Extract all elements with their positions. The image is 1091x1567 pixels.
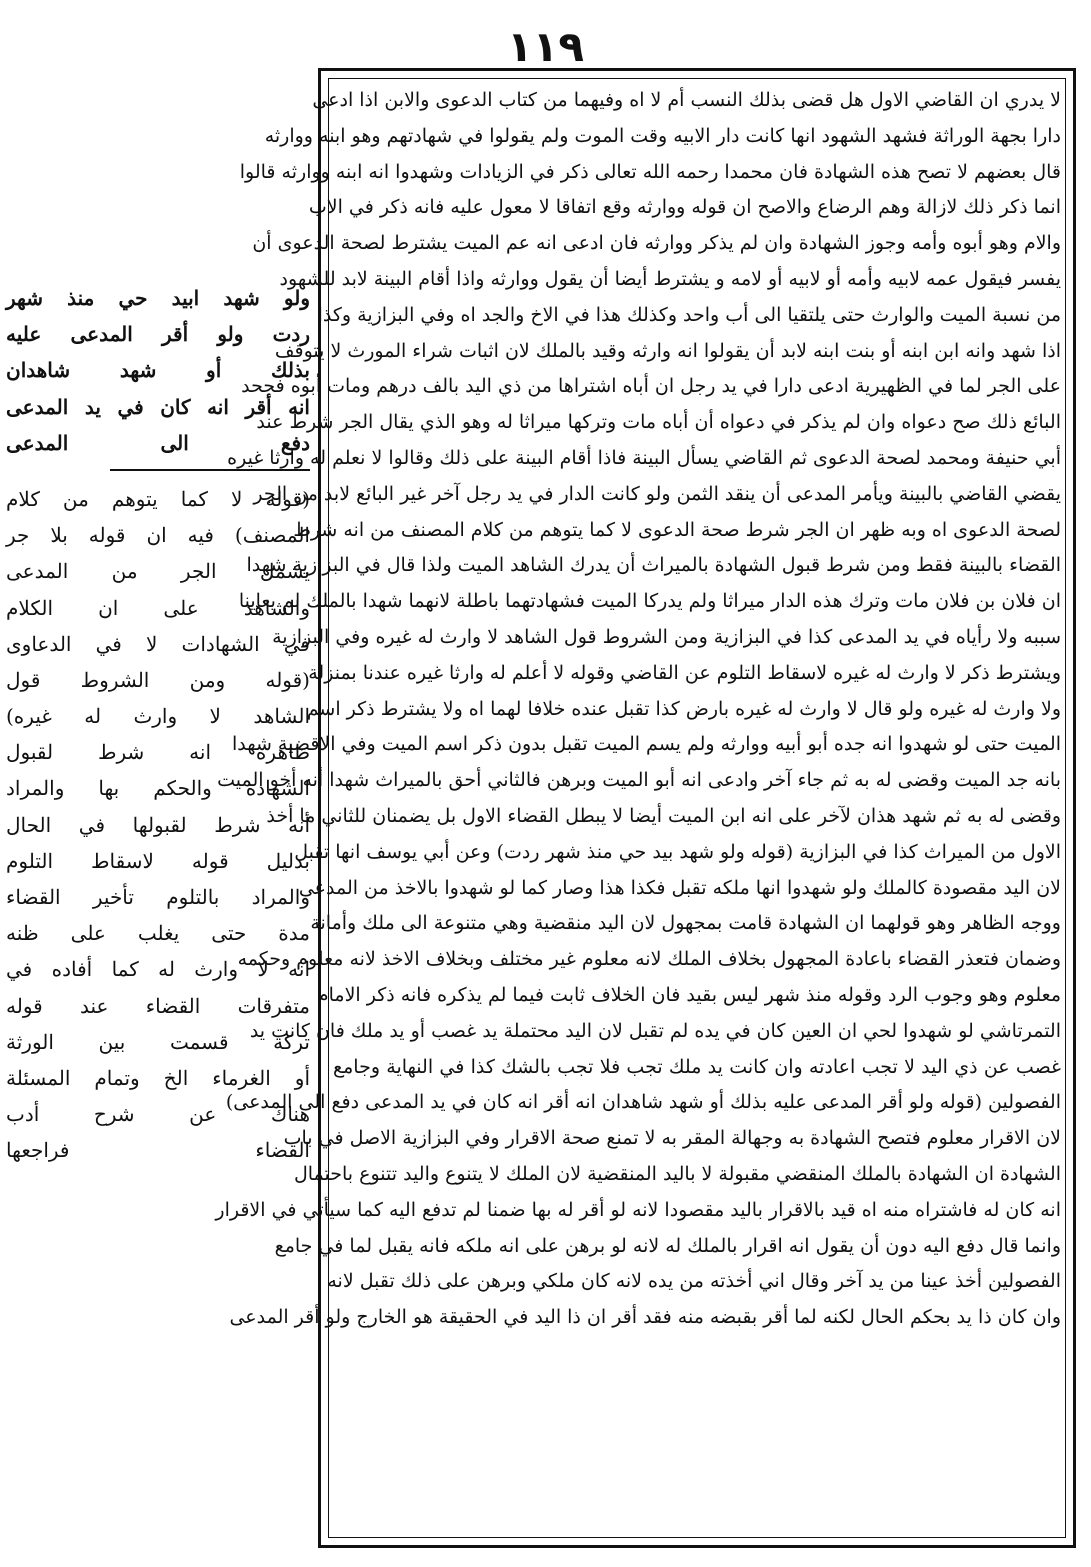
main-text-line: الميت حتى لو شهدوا انه جده أبو أبيه ووارثه ولم يسم الميت تقبل بدون ذكر اسم الميت وفي الاقضية شهدا <box>231 733 1061 756</box>
margin-matn-line: بذلك أو شهد شاهدان <box>6 358 310 383</box>
page-number: ١١٩ <box>507 22 584 71</box>
main-text-line: ان فلان بن فلان مات وترك هذه الدار ميراثا ولم يدركا الميت فشهادتهما باطلة لانهما شهدا بالملك لم يعاينا <box>238 590 1061 613</box>
main-text-line: القضاء بالبينة فقط ومن شرط قبول الشهادة بالميراث أن يدرك الشاهد الميت ولذا قال في البزازية شهدا <box>246 554 1061 577</box>
main-text-line: الاول من الميراث كذا في البزازية (قوله ولو شهد بيد حي منذ شهر ردت) وعن أبي يوسف انها تقبل <box>294 840 1061 863</box>
main-text-line: من نسبة الميت والوارث حتى يلتقيا الى أب واحد وكذلك هذا في الاخ والجد اه وفي البزازية وكذا <box>317 303 1061 326</box>
margin-note-line: هناك عن شرح أدب <box>6 1102 310 1127</box>
margin-note-line: تركة قسمت بين الورثة <box>6 1029 310 1054</box>
main-text-line: لصحة الدعوى اه وبه ظهر ان الجر شرط صحة الدعوى لا كما يتوهم من كلام المصنف من انه شرط <box>293 518 1061 541</box>
margin-matn-line: انه أقر انه كان في يد المدعى <box>6 394 310 419</box>
margin-matn-text <box>6 280 310 461</box>
main-text-line: يقضي القاضي بالبينة ويأمر المدعى أن ينقد الثمن ولو كانت الدار في يد رجل آخر غير البائع لابد من الجر <box>253 482 1061 505</box>
margin-matn-line: دفع الى المدعى <box>6 430 310 455</box>
margin-note-line: المصنف) فيه ان قوله بلا جر <box>6 523 310 548</box>
main-text-line: البائع ذلك صح دعواه وان لم يذكر في دعواه أن أباه مات وتركها ميراثا له وهو الذي يقال الجر شرط عند <box>256 411 1061 434</box>
margin-note-line: (قوله لا كما يتوهم من كلام <box>6 486 310 511</box>
main-text-line: ويشترط ذكر لا وارث له غيره لاسقاط التلوم عن القاضي وقوله لا أعلم له وارثا غيره عندنا بمنزلة <box>308 661 1061 684</box>
margin-note-line: أو الغرماء الخ وتمام المسئلة <box>6 1065 310 1090</box>
margin-note-line: الشاهد لا وارث له غيره) <box>6 704 310 729</box>
main-text-line: والام وهو أبوه وأمه وجوز الشهادة وان لم يذكر ووارثه فان ادعى انه عم الميت يشترط لصحة الدعوى أن <box>252 232 1061 255</box>
main-text-line: وان كان ذا يد بحكم الحال لكنه لما أقر بقبضه منه فقد أقر ان ذا اليد في الحقيقة هو الخارج ولو أقر المدعى <box>229 1306 1061 1329</box>
main-text-line: وقضى له به ثم شهد هذان لآخر على انه ابن الميت أيضا لا يبطل القضاء الاول بل يضمنان للثاني ما أخذ <box>266 804 1061 827</box>
margin-note-line: والشاهد على ان الكلام <box>6 595 310 620</box>
main-text-line: ووجه الظاهر وهو قولهما ان الشهادة قامت بمجهول لان اليد منقضية وهي متنوعة الى ملك وأمانة <box>310 912 1061 935</box>
main-text-line: معلوم وهو وجوب الرد وقوله منذ شهر ليس بقيد فان الخلاف ثابت فيما لم يذكره فانه ذكر الامام <box>316 983 1061 1006</box>
main-text-line: الفصولين أخذ عينا من يد آخر وقال اني أخذته من يده لانه كان ملكي وبرهن على ذلك تقبل لانه <box>327 1270 1061 1293</box>
main-text-line: أبي حنيفة ومحمد لصحة الدعوى ثم القاضي يسأل البينة فاذا أقام البينة على ذلك وقالوا لا نعلم له وارثا غيره <box>227 446 1061 469</box>
margin-note-line: بدليل قوله لاسقاط التلوم <box>6 848 310 873</box>
main-text-line: سببه ولا رأياه في يد المدعى كذا في البزازية ومن الشروط قول الشاهد لا وارث له غيره وفي البزازية <box>272 625 1061 648</box>
main-text-line: وانما قال دفع اليه دون أن يقول انه اقرار بالملك له لانه لو برهن على انه ملكه فانه يقبل لما في جامع <box>274 1234 1061 1257</box>
main-text-line: غصب عن ذي اليد لا تجب اعادته وان كانت يد ملك تجب فلا تجب بالشك كذا في النهاية وجامع <box>333 1055 1061 1078</box>
main-text-frame <box>215 68 1076 1548</box>
margin-matn-line: ردت ولو أقر المدعى عليه <box>6 322 310 347</box>
main-text-line: لان اليد مقصودة كالملك ولو شهدوا انها ملكه تقبل فكذا هذا وصار كما لو شهدوا بالاخذ من المدعى <box>298 876 1061 899</box>
margin-note-line: يشمل الجر من المدعى <box>6 559 310 584</box>
margin-note-line: الشهادة والحكم بها والمراد <box>6 776 310 801</box>
main-text-line: دارا بجهة الوراثة فشهد الشهود انها كانت دار الابيه وقت الموت ولم يقولوا في شهادتهم وهو ابنه ووارثه <box>264 124 1061 147</box>
main-text-body <box>215 83 1061 1336</box>
main-text-line: الشهادة ان الشهادة بالملك المنقضي مقبولة لا باليد المنقضية لان الملك لا يتنوع واليد تتنوع باحتمال <box>293 1162 1061 1185</box>
margin-matn-line: ولو شهد ابيد حي منذ شهر <box>6 286 310 310</box>
main-text-line: الفصولين (قوله ولو أقر المدعى عليه بذلك أو شهد شاهدان انه أقر انه كان في يد المدعى دفع الى المدعى) <box>225 1091 1061 1114</box>
main-text-line: يفسر فيقول عمه لابيه وأمه أو لابيه أو لامه و يشترط أيضا أن يقول ووارثه واذا أقام البينة لابد للشهود <box>279 267 1061 290</box>
margin-column <box>6 280 310 1169</box>
main-text-line: التمرتاشي لو شهدوا لحي ان العين كان في يده لم تقبل لان اليد محتملة يد غصب أو يد ملك فان كانت يد <box>249 1019 1061 1042</box>
margin-note-line: أنه شرط لقبولها في الحال <box>6 812 310 837</box>
margin-note-line: والمراد بالتلوم تأخير القضاء <box>6 885 310 909</box>
main-text-line: لان الاقرار معلوم فتصح الشهادة به وجهالة المقر به لا تمنع صحة الاقرار وفي البزازية الاصل في باب <box>283 1127 1061 1150</box>
main-text-line: انما ذكر ذلك لازالة وهم الرضاع والاصح ان قوله ووارثه وقع اتفاقا لا معول عليه فانه ذكر في الاب <box>308 196 1061 219</box>
margin-commentary-note <box>6 481 310 1169</box>
main-text-line: لا يدري ان القاضي الاول هل قضى بذلك النسب أم لا اه وفيهما من كتاب الدعوى والابن اذا ادعى <box>312 89 1061 111</box>
margin-note-line: القضاء فراجعها <box>6 1138 310 1163</box>
main-text-line: ولا وارث له غيره ولو قال لا وارث له غيره بارض كذا تقبل عنده خلافا لهما اه ولا يشترط ذكر اسم <box>306 697 1061 720</box>
margin-note-line: انه لا وارث له كما أفاده في <box>6 957 310 982</box>
margin-note-line: في الشهادات لا في الدعاوى <box>6 631 310 656</box>
main-text-line: على الجر لما في الظهيرية ادعى دارا في يد رجل ان أباه اشتراها من ذي اليد بالف درهم ومات أبوه فجحد <box>241 375 1061 398</box>
margin-divider <box>110 469 310 471</box>
main-text-line: قال بعضهم لا تصح هذه الشهادة فان محمدا رحمه الله تعالى ذكر في الزيادات وشهدوا انه ابنه ووارثه قالوا <box>239 160 1061 183</box>
main-text-line: وضمان فتعذر القضاء باعادة المجهول بخلاف الملك لانه معلوم غير مختلف وبخلاف الاخذ لانه معلوم وحكمه <box>237 948 1061 971</box>
main-text-line: انه كان له فاشتراه منه اه قيد بالاقرار باليد مقصودا لانه لو أقر له بها ضمنا لم تدفع اليه كما سيأتي في الاقرار <box>215 1198 1061 1221</box>
main-text-line: اذا شهد وانه ابن ابنه أو بنت ابنه لابد أن يقولوا انه وارثه وقيد بالملك لان اثبات شراء المورث لا يتوقف <box>274 339 1061 362</box>
margin-note-line: (قوله ومن الشروط قول <box>6 667 310 692</box>
margin-note-line: مدة حتى يغلب على ظنه <box>6 921 310 946</box>
main-text-line: بانه جد الميت وقضى له به ثم جاء آخر وادعى انه أبو الميت وبرهن فالثاني أحق بالميراث شهدا أنه أخو الميت <box>217 769 1061 792</box>
margin-note-line: متفرقات القضاء عند قوله <box>6 993 310 1018</box>
margin-note-line: ظاهره انه شرط لقبول <box>6 740 310 765</box>
